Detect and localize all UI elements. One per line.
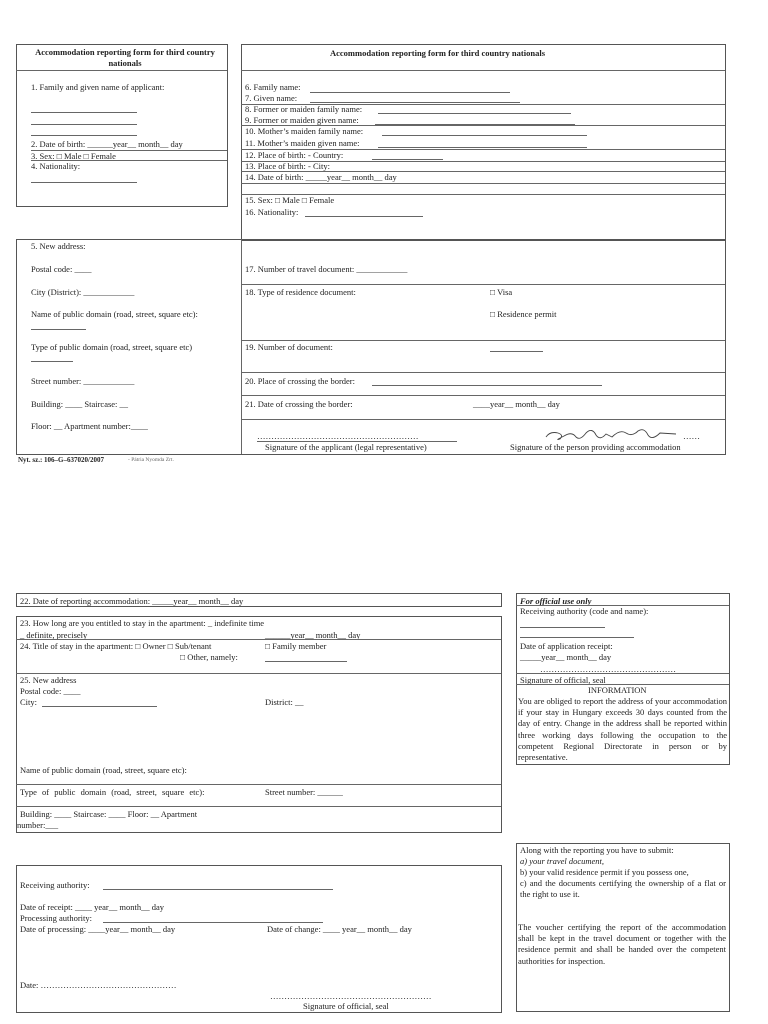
residence-permit-checkbox[interactable]: □ Residence permit [490, 309, 557, 319]
field-4-line[interactable] [31, 182, 137, 183]
official-date-app-label: Date of application receipt: [520, 641, 613, 651]
district-label-2: District: __ [265, 697, 304, 707]
field-24-label[interactable]: 24. Title of stay in the apartment: □ Owner □ Sub/tenant [20, 641, 212, 651]
submit-item-c: c) and the documents certifying the ownership of a flat or the right to use it. [520, 878, 726, 900]
street-number-label: Street number: ____________ [31, 376, 135, 386]
apartment-number-label-2: number:___ [17, 820, 59, 830]
field-16-line[interactable] [305, 216, 423, 217]
applicant-signature-dots[interactable]: ………………………………………………… [257, 431, 419, 441]
form1-right-title: Accommodation reporting form for third country nationals [330, 48, 546, 58]
field-17-label: 17. Number of travel document: ____________ [245, 264, 408, 274]
form1-left-title: Accommodation reporting form for third country nationals [35, 47, 215, 68]
official-title: For official use only [520, 596, 592, 606]
city-label-2: City: [20, 697, 38, 707]
information-title: INFORMATION [588, 685, 647, 695]
submit-item-a: a) your travel document, [520, 856, 605, 866]
field-9-label: 9. Former or maiden given name: [245, 115, 359, 125]
official-receiving-line-b[interactable] [520, 637, 634, 638]
receiving-authority-line[interactable] [103, 889, 333, 890]
official-receiving-label: Receiving authority (code and name): [520, 606, 649, 616]
field-21-label: 21. Date of crossing the border: [245, 399, 353, 409]
domain-name-label: Name of public domain (road, street, square etc): [31, 309, 198, 319]
date-change-label: Date of change: ____ year__ month__ day [267, 924, 412, 934]
field-19-label: 19. Number of document: [245, 342, 333, 352]
date-receipt-label: Date of receipt: ____ year__ month__ day [20, 902, 164, 912]
visa-checkbox[interactable]: □ Visa [490, 287, 513, 297]
field-12-label: 12. Place of birth: - Country: [245, 150, 344, 160]
official-signature-label-2: Signature of official, seal [520, 675, 606, 685]
processing-authority-label: Processing authority: [20, 913, 93, 923]
field-1-line-c[interactable] [31, 135, 137, 136]
date-processing-label: Date of processing: ____year__ month__ day [20, 924, 176, 934]
field-14-label: 14. Date of birth: _____year__ month__ day [245, 172, 397, 182]
field-1-label: 1. Family and given name of applicant: [31, 82, 165, 92]
field-7-line[interactable] [310, 102, 520, 103]
field-10-label: 10. Mother’s maiden family name: [245, 126, 364, 136]
other-checkbox[interactable]: □ Other, namely: [180, 652, 238, 662]
field-3-label[interactable]: 3. Sex: □ Male □ Female [31, 151, 116, 161]
field-15-label[interactable]: 15. Sex: □ Male □ Female [245, 195, 335, 205]
domain-name-label-2: Name of public domain (road, street, square etc): [20, 765, 187, 775]
field-6-label: 6. Family name: [245, 82, 301, 92]
street-number-label-2: Street number: ______ [265, 787, 343, 797]
field-25-label: 25. New address [20, 675, 77, 685]
official-receiving-line-a[interactable] [520, 627, 605, 628]
information-text: You are obliged to report the address of your accommodation if your stay in Hungary exceeds 30 days counted from the day of entry. Change in the address shall be reported within three working days following the occupation to the competent Regional Directorate in person or by representative. [518, 696, 727, 763]
field-13-label: 13. Place of birth: - City: [245, 161, 330, 171]
field-8-label: 8. Former or maiden family name: [245, 104, 363, 114]
field-22-label: 22. Date of reporting accommodation: _____year__ month__ day [20, 596, 244, 606]
field-11-label: 11. Mother’s maiden given name: [245, 138, 360, 148]
field-1-line-a[interactable] [31, 112, 137, 113]
other-line[interactable] [265, 661, 347, 662]
field-23-definite[interactable]: _ definite, precisely [20, 630, 88, 640]
building-label: Building: ____ Staircase: __ [31, 399, 129, 409]
field-21-date: ____year__ month__ day [473, 399, 560, 409]
applicant-signature-label: Signature of the applicant (legal representative) [265, 442, 427, 452]
field-12-line[interactable] [372, 159, 443, 160]
city-line-2[interactable] [42, 706, 157, 707]
field-10-line[interactable] [382, 135, 587, 136]
domain-type-line[interactable] [31, 361, 73, 362]
field-23-date: ______year__ month__ day [265, 630, 361, 640]
processing-authority-line[interactable] [103, 922, 323, 923]
form-number: Nyt. sz.: 106–G–637020/2007 [18, 456, 104, 464]
domain-name-line[interactable] [31, 329, 86, 330]
field-19-line[interactable] [490, 351, 543, 352]
field-7-label: 7. Given name: [245, 93, 298, 103]
postal-code-label-2: Postal code: ____ [20, 686, 81, 696]
field-4-label: 4. Nationality: [31, 161, 81, 171]
field-11-line[interactable] [378, 147, 587, 148]
field-6-line[interactable] [310, 92, 510, 93]
submit-title: Along with the reporting you have to submit: [520, 845, 674, 855]
domain-type-label-2: Type of public domain (road, street, square etc): [20, 787, 205, 797]
receiving-authority-label: Receiving authority: [20, 880, 90, 890]
provider-signature-dots[interactable]: …… [683, 431, 700, 441]
building-label-2: Building: ____ Staircase: ____ Floor: __ Apartment [20, 809, 198, 819]
submit-item-b: b) your valid residence permit if you possess one, [520, 867, 689, 877]
field-1-line-b[interactable] [31, 124, 137, 125]
postal-code-label: Postal code: ____ [31, 264, 92, 274]
field-18-label: 18. Type of residence document: [245, 287, 356, 297]
field-20-line[interactable] [372, 385, 602, 386]
domain-type-label: Type of public domain (road, street, square etc) [31, 342, 193, 352]
official-date-app-line: _____year__ month__ day [520, 652, 612, 662]
date-label[interactable]: Date: ………………………………………… [20, 980, 177, 990]
official-signature-dots[interactable]: ………………………………………………… [270, 991, 432, 1001]
printer-name: - Pátria Nyomda Zrt. [128, 457, 174, 463]
family-member-checkbox[interactable]: □ Family member [265, 641, 327, 651]
provider-signature-label: Signature of the person providing accommodation [510, 442, 681, 452]
field-2-label: 2. Date of birth: ______year__ month__ day [31, 139, 183, 149]
floor-apartment-label: Floor: __ Apartment number:____ [31, 421, 148, 431]
official-signature-label: Signature of official, seal [303, 1001, 389, 1011]
field-20-label: 20. Place of crossing the border: [245, 376, 355, 386]
field-5-label: 5. New address: [31, 241, 86, 251]
field-8-line[interactable] [378, 113, 571, 114]
voucher-text: The voucher certifying the report of the accommodation shall be kept in the travel document or together with the residence permit and shall be handed over the competent authorities for inspection. [518, 922, 726, 966]
field-16-label: 16. Nationality: [245, 207, 299, 217]
field-23-label: 23. How long are you entitled to stay in the apartment: _ indefinite time [20, 618, 265, 628]
official-signature-dots-2[interactable]: ………………………………………… [540, 664, 676, 674]
city-district-label: City (District): ____________ [31, 287, 135, 297]
